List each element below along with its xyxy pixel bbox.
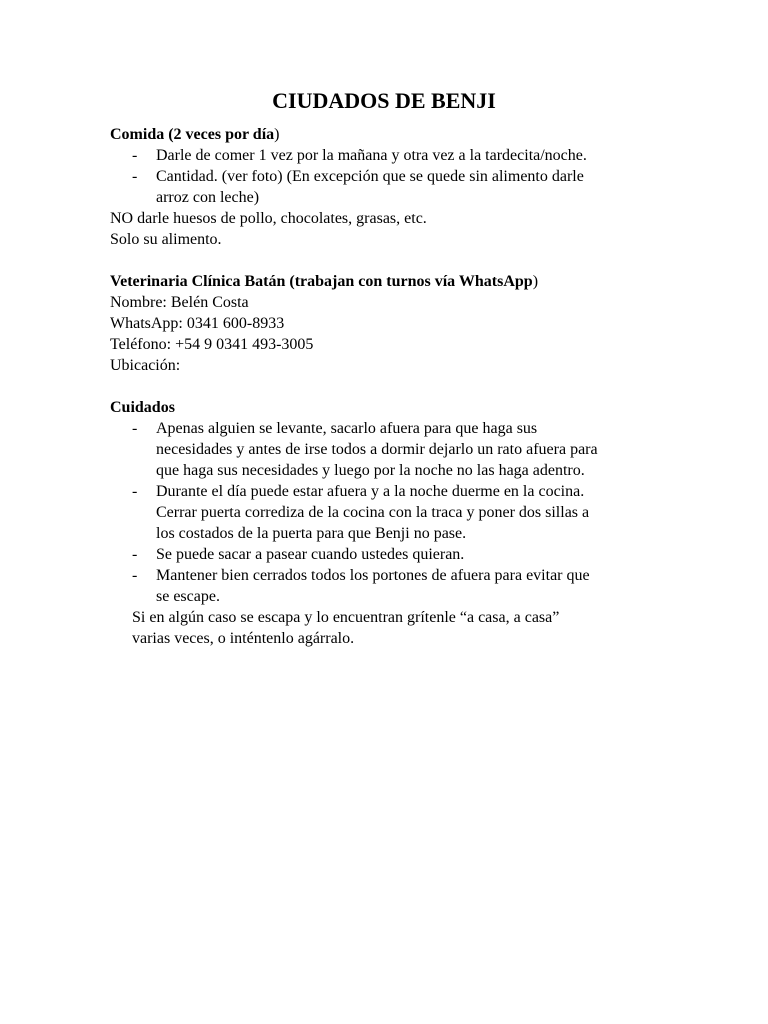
food-note-bones: NO darle huesos de pollo, chocolates, grasas, etc. xyxy=(110,210,427,227)
care-list-item-line: necesidades y antes de irse todos a dormir dejarlo un rato afuera para xyxy=(156,441,598,458)
care-list-item xyxy=(110,418,670,481)
care-closing-line-1: Si en algún caso se escapa y lo encuentran grítenle “a casa, a casa” xyxy=(132,609,560,626)
care-list-item-line: Apenas alguien se levante, sacarlo afuera para que haga sus xyxy=(156,420,538,437)
care-list-item-line: los costados de la puerta para que Benji no pase. xyxy=(156,525,467,542)
care-list-item xyxy=(110,481,670,544)
vet-heading-text: Veterinaria Clínica Batán (trabajan con turnos vía WhatsApp xyxy=(110,273,533,290)
food-list-item-line: Darle de comer 1 vez por la mañana y otra vez a la tardecita/noche. xyxy=(156,147,587,164)
food-note-only: Solo su alimento. xyxy=(110,231,222,248)
vet-whatsapp: WhatsApp: 0341 600-8933 xyxy=(110,315,285,332)
section-spacer xyxy=(110,250,670,271)
dash-bullet: - xyxy=(132,147,138,164)
care-list-item-line: Durante el día puede estar afuera y a la noche duerme en la cocina. xyxy=(156,483,585,500)
dash-bullet: - xyxy=(132,546,138,563)
care-heading: Cuidados xyxy=(110,399,175,416)
care-list-item xyxy=(110,565,670,607)
dash-bullet: - xyxy=(132,483,138,500)
food-heading xyxy=(110,124,670,145)
dash-bullet: - xyxy=(132,168,138,185)
vet-heading-close: ) xyxy=(532,273,539,290)
care-list-item-line: que haga sus necesidades y luego por la noche no las haga adentro. xyxy=(156,462,585,479)
food-list-item-line: Cantidad. (ver foto) (En excepción que se quede sin alimento darle xyxy=(156,168,584,185)
care-list-item-line: Mantener bien cerrados todos los portones de afuera para evitar que xyxy=(156,567,590,584)
dash-bullet: - xyxy=(132,567,138,584)
document-body xyxy=(110,124,670,649)
food-list-item xyxy=(110,145,670,166)
food-heading-text: Comida (2 veces por día xyxy=(110,126,275,143)
vet-heading xyxy=(110,271,670,292)
section-spacer xyxy=(110,376,670,397)
food-heading-close: ) xyxy=(274,126,280,143)
document-title: CIUDADOS DE BENJI xyxy=(272,88,496,113)
vet-phone: Teléfono: +54 9 0341 493-3005 xyxy=(110,336,314,353)
care-list-item xyxy=(110,544,670,565)
care-list-item-line: Se puede sacar a pasear cuando ustedes quieran. xyxy=(156,546,465,563)
food-list-item-line: arroz con leche) xyxy=(156,189,260,206)
care-closing-line-2: varias veces, o inténtenlo agárralo. xyxy=(132,630,355,647)
care-list-item-line: Cerrar puerta corrediza de la cocina con la traca y poner dos sillas a xyxy=(156,504,590,521)
dash-bullet: - xyxy=(132,420,138,437)
care-list xyxy=(110,418,670,607)
care-list-item-line: se escape. xyxy=(156,588,220,605)
food-list xyxy=(110,145,670,208)
vet-location: Ubicación: xyxy=(110,357,181,374)
vet-name: Nombre: Belén Costa xyxy=(110,294,249,311)
food-list-item xyxy=(110,166,670,208)
